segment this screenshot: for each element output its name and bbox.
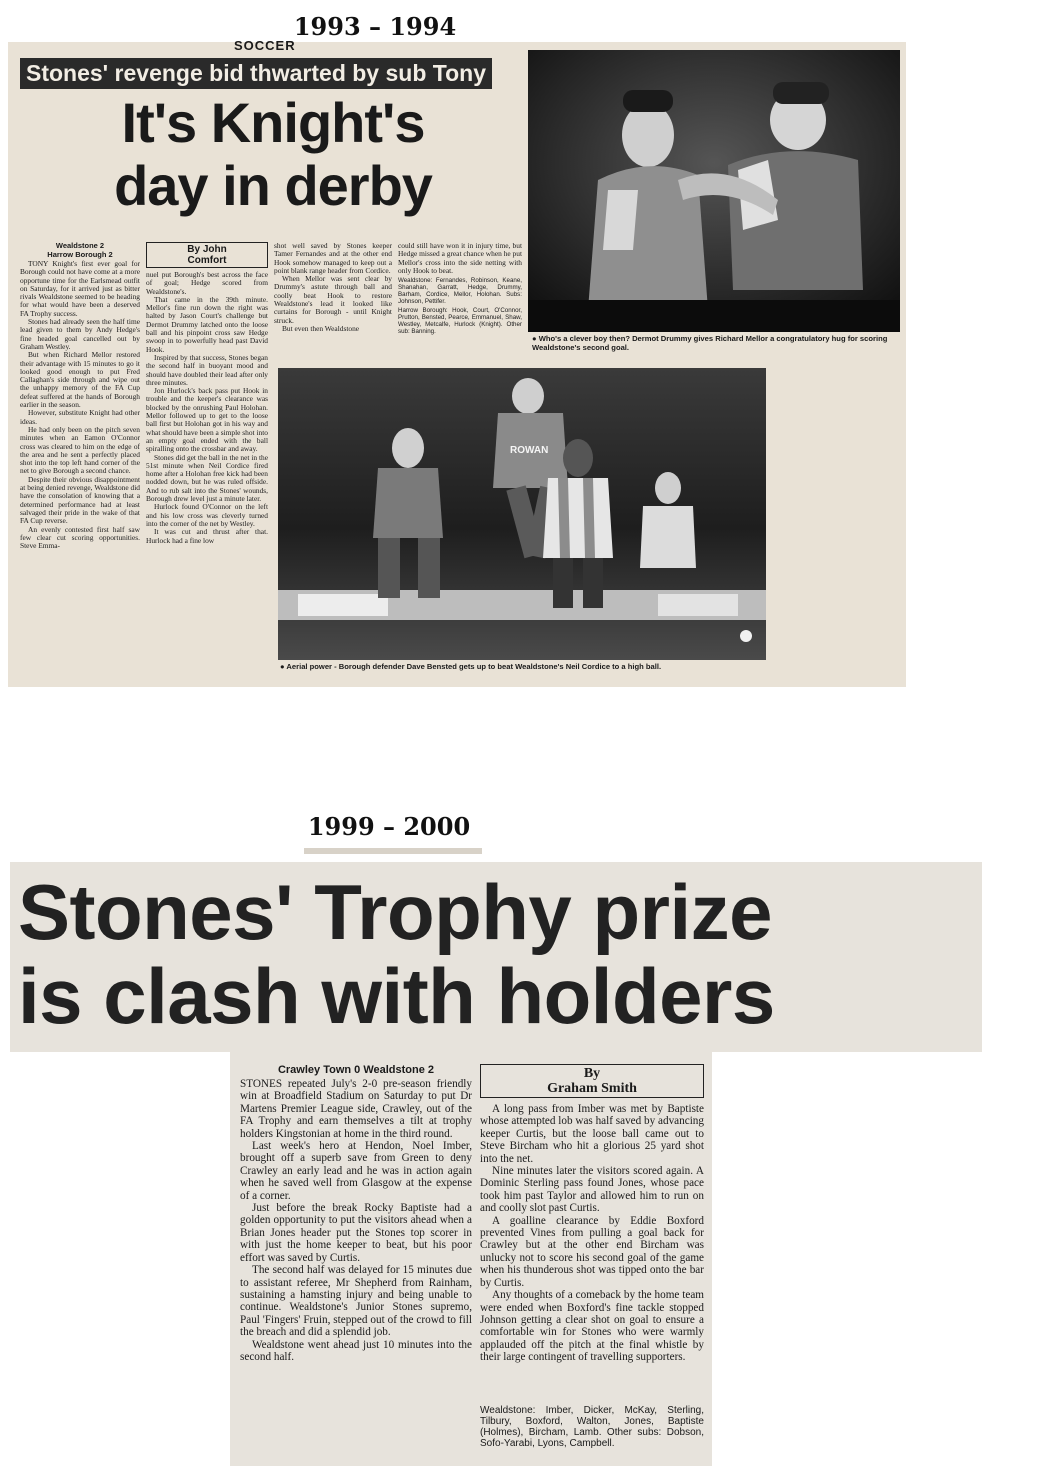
year-label-underline-strip: [304, 848, 482, 854]
year-label-1993: 1993 – 1994: [293, 12, 457, 41]
caption-top-photo: [532, 334, 900, 352]
headline2-line2: is clash with holders: [18, 952, 775, 1040]
teams-wealdstone-1993: Wealdstone: Fernandes, Robinson, Keane, Shanahan, Garratt, Hedge, Drummy, Barham, Cordice, Mellor, Holohan. Subs: Johnson, Pettifer.: [398, 277, 522, 306]
byline-box: [146, 242, 268, 268]
column-text-1: [20, 260, 140, 680]
celebration-illustration: [528, 50, 900, 332]
column2-text-1: [240, 1078, 472, 1462]
section-label: SOCCER: [234, 38, 296, 53]
paragraph: Just before the break Rocky Baptiste had a golden opportunity to put the visitors ahead when a Brian Jones header put the Stones top scorer in with just the home keeper to beat, but his poor effort was saved by Curtis.: [240, 1202, 472, 1264]
score-line-away: Harrow Borough 2: [47, 249, 113, 259]
byline2-author: Graham Smith: [547, 1081, 637, 1096]
paragraph: TONY Knight's first ever goal for Borough could not have come at a more opportune time for the Earlsmead outfit on Saturday, for it arrived just as bitter rivals Wealdstone seemed to be heading for what would have been a deserved FA Trophy success.: [20, 260, 140, 318]
headline2-line1: Stones' Trophy prize: [18, 868, 773, 956]
main-headline-line2: day in derby: [114, 154, 432, 217]
photo-aerial-challenge: [278, 368, 766, 660]
paragraph: STONES repeated July's 2-0 pre-season friendly win at Broadfield Stadium on Saturday to put Dr Martens Premier League side, Crawley, out of the FA Trophy and earn themselves a tilt at trophy holders Kingstonian at home in the third round.: [240, 1078, 472, 1140]
paragraph: That came in the 39th minute. Mellor's fine run down the right was halted by Jason Court's challenge but Dermot Drummy latched onto the loose ball and his pinpoint cross saw Hedge swoop in to powerfully head past David Hook.: [146, 294, 268, 354]
byline2-box: [480, 1064, 704, 1098]
paragraph: An evenly contested first half saw few clear cut scoring opportunities. Steve Emma-: [20, 524, 140, 551]
shirt-sponsor: ROWAN: [510, 445, 549, 456]
byline-author: Comfort: [187, 255, 227, 266]
article-column-4: [398, 242, 522, 366]
paragraph: He had only been on the pitch seven minutes when an Eamon O'Connor cross was cleared to him on the edge of the area and he sent a perfectly placed shot into the top left hand corner of the net to give Borough a second chance.: [20, 424, 140, 476]
paragraph: could still have won it in injury time, but Hedge missed a great chance when he put Mellor's cross into the side netting with only Hook to beat.: [398, 242, 522, 275]
article-column-3: [274, 242, 392, 364]
article2-column-1: [240, 1064, 472, 1464]
column2-text-2: [480, 1103, 704, 1403]
caption-top-text: Who's a clever boy then? Dermot Drummy gives Richard Mellor a congratulatory hug for scoring Wealdstone's second goal.: [532, 334, 888, 352]
paragraph: A long pass from Imber was met by Baptiste whose attempted lob was half saved by advancing keeper Curtis, but the loose ball came out to Steve Bircham who hit a glorious 25 yard shot into the net.: [480, 1103, 704, 1165]
headline-strip-1999: [10, 862, 982, 1052]
paragraph: Inspired by that success, Stones began the second half in buoyant mood and should have doubled their lead after only three minutes.: [146, 352, 268, 387]
article-column-1: [20, 242, 140, 684]
caption-bottom-photo: [280, 662, 768, 671]
aerial-challenge-illustration: [278, 368, 766, 660]
bullet-icon: ●: [532, 334, 539, 343]
clipping-1993: [8, 38, 906, 687]
paragraph: But even then Wealdstone: [282, 323, 360, 333]
teams-wealdstone-1999: Wealdstone: Imber, Dicker, McKay, Sterling, Tilbury, Boxford, Walton, Jones, Baptiste (Holmes), Bircham, Lamb. Other subs: Dobson, Sofo-Yarabi, Lyons, Campbell.: [480, 1405, 704, 1449]
paragraph: Last week's hero at Hendon, Noel Imber, brought off a superb save from Green to deny Crawley an early lead and he was in action again when he saved well from Glasgow at the expense of a corner.: [240, 1140, 472, 1202]
byline2-by: By: [583, 1066, 601, 1081]
kicker-headline: Stones' revenge bid thwarted by sub Tony: [20, 58, 492, 89]
paragraph: Nine minutes later the visitors scored again. A Dominic Sterling pass found Jones, whose pace took him past Taylor and allowed him to run on and coolly slot past Curtis.: [480, 1165, 704, 1215]
paragraph: But when Richard Mellor restored their advantage with 15 minutes to go it looked good enough to put Fred Callaghan's side through and wipe out the unhappy memory of the FA Cup defeat suffered at the hands of Borough earlier in the season.: [20, 350, 140, 410]
paragraph: Despite their obvious disappointment at being denied revenge, Wealdstone did have the consolation of knowing that a determined performance had at least salvaged their pride in the wake of that FA Cup reverse.: [20, 474, 140, 526]
paragraph: Jon Hurlock's back pass put Hook in trouble and the keeper's clearance was blocked by the onrushing Paul Holohan. Mellor followed up to get to the loose ball first but Holohan got in his way and what should have been a simple shot into an empty goal ended with the ball spiralling onto the crossbar and away.: [146, 386, 268, 454]
paragraph: A goalline clearance by Eddie Boxford prevented Vines from pulling a goal back for Crawley but at the other end Bircham was unlucky not to score his second goal of the game when his thunderous shot was tipped onto the bar by Curtis.: [480, 1214, 704, 1289]
teams-harrow-1993: Harrow Borough: Hook, Court, O'Connor, Prutton, Bensted, Pearce, Emmanuel, Shaw, Westley, Metcalfe, Hurlock (Knight). Other sub: Banning.: [398, 307, 522, 336]
paragraph: Stones had already seen the half time lead given to them by Andy Hedge's fine headed goal cancelled out by Graham Westley.: [20, 317, 140, 351]
score-line-home: Wealdstone 2: [55, 241, 105, 250]
paragraph: The second half was delayed for 15 minutes due to assistant referee, Mr Shepherd from Rainham, sustaining a hamsting injury and being unable to continue. Wealdstone's Junior Stones supremo, Paul 'Fingers' Fruin, stepped out of the crowd to fill the breach and did a splendid job.: [240, 1264, 472, 1339]
column-text-4: [398, 242, 522, 275]
paragraph: Wealdstone went ahead just 10 minutes into the second half.: [240, 1338, 472, 1363]
paragraph: Any thoughts of a comeback by the home team were ended when Boxford's fine tackle stopped Johnson getting a clear shot on goal to ensure a comfortable win for Stones who were warmly applauded off the pitch at the final whistle by their large contingent of travelling supporters.: [480, 1289, 704, 1364]
paragraph: However, substitute Knight had other ideas.: [20, 408, 140, 426]
bullet-icon: ●: [280, 662, 287, 671]
paragraph: Hurlock found O'Connor on the left and his low cross was cleverly turned into the corner of the net by Westley.: [146, 502, 268, 528]
main-headline-line1: It's Knight's: [121, 91, 425, 154]
paragraph: It was cut and thrust after that. Hurlock had a fine low: [146, 527, 268, 545]
caption-bottom-text: Aerial power - Borough defender Dave Bensted gets up to beat Wealdstone's Neil Cordice to a high ball.: [286, 662, 662, 671]
paragraph: When Mellor was sent clear by Drummy's astute through ball and coolly beat Hook to restore Wealdstone's lead it looked like curtains for Borough - until Knight struck.: [274, 274, 392, 325]
article2-column-2: [480, 1064, 704, 1464]
paragraph: shot well saved by Stones keeper Tamer Fernandes and at the other end Hook somehow managed to keep out a point blank range header from Cordice.: [274, 242, 392, 275]
clipping-1999-body: [230, 1052, 712, 1466]
article-column-2: [146, 242, 268, 684]
paragraph: Stones did get the ball in the net in the 51st minute when Neil Cordice fired home after a Holohan free kick had been nodded down, but he was ruled offside. And to rub salt into the Stones' wounds, Borough drew level just a minute later.: [146, 452, 268, 504]
photo-celebration: [528, 50, 900, 332]
score-line-1999: Crawley Town 0 Wealdstone 2: [277, 1064, 435, 1076]
column-text-2: [146, 271, 268, 685]
year-label-1999: 1999 – 2000: [307, 812, 471, 841]
byline-by: By John: [187, 244, 227, 255]
paragraph: nuel put Borough's best across the face of goal; Hedge scored from Wealdstone's.: [146, 271, 268, 296]
